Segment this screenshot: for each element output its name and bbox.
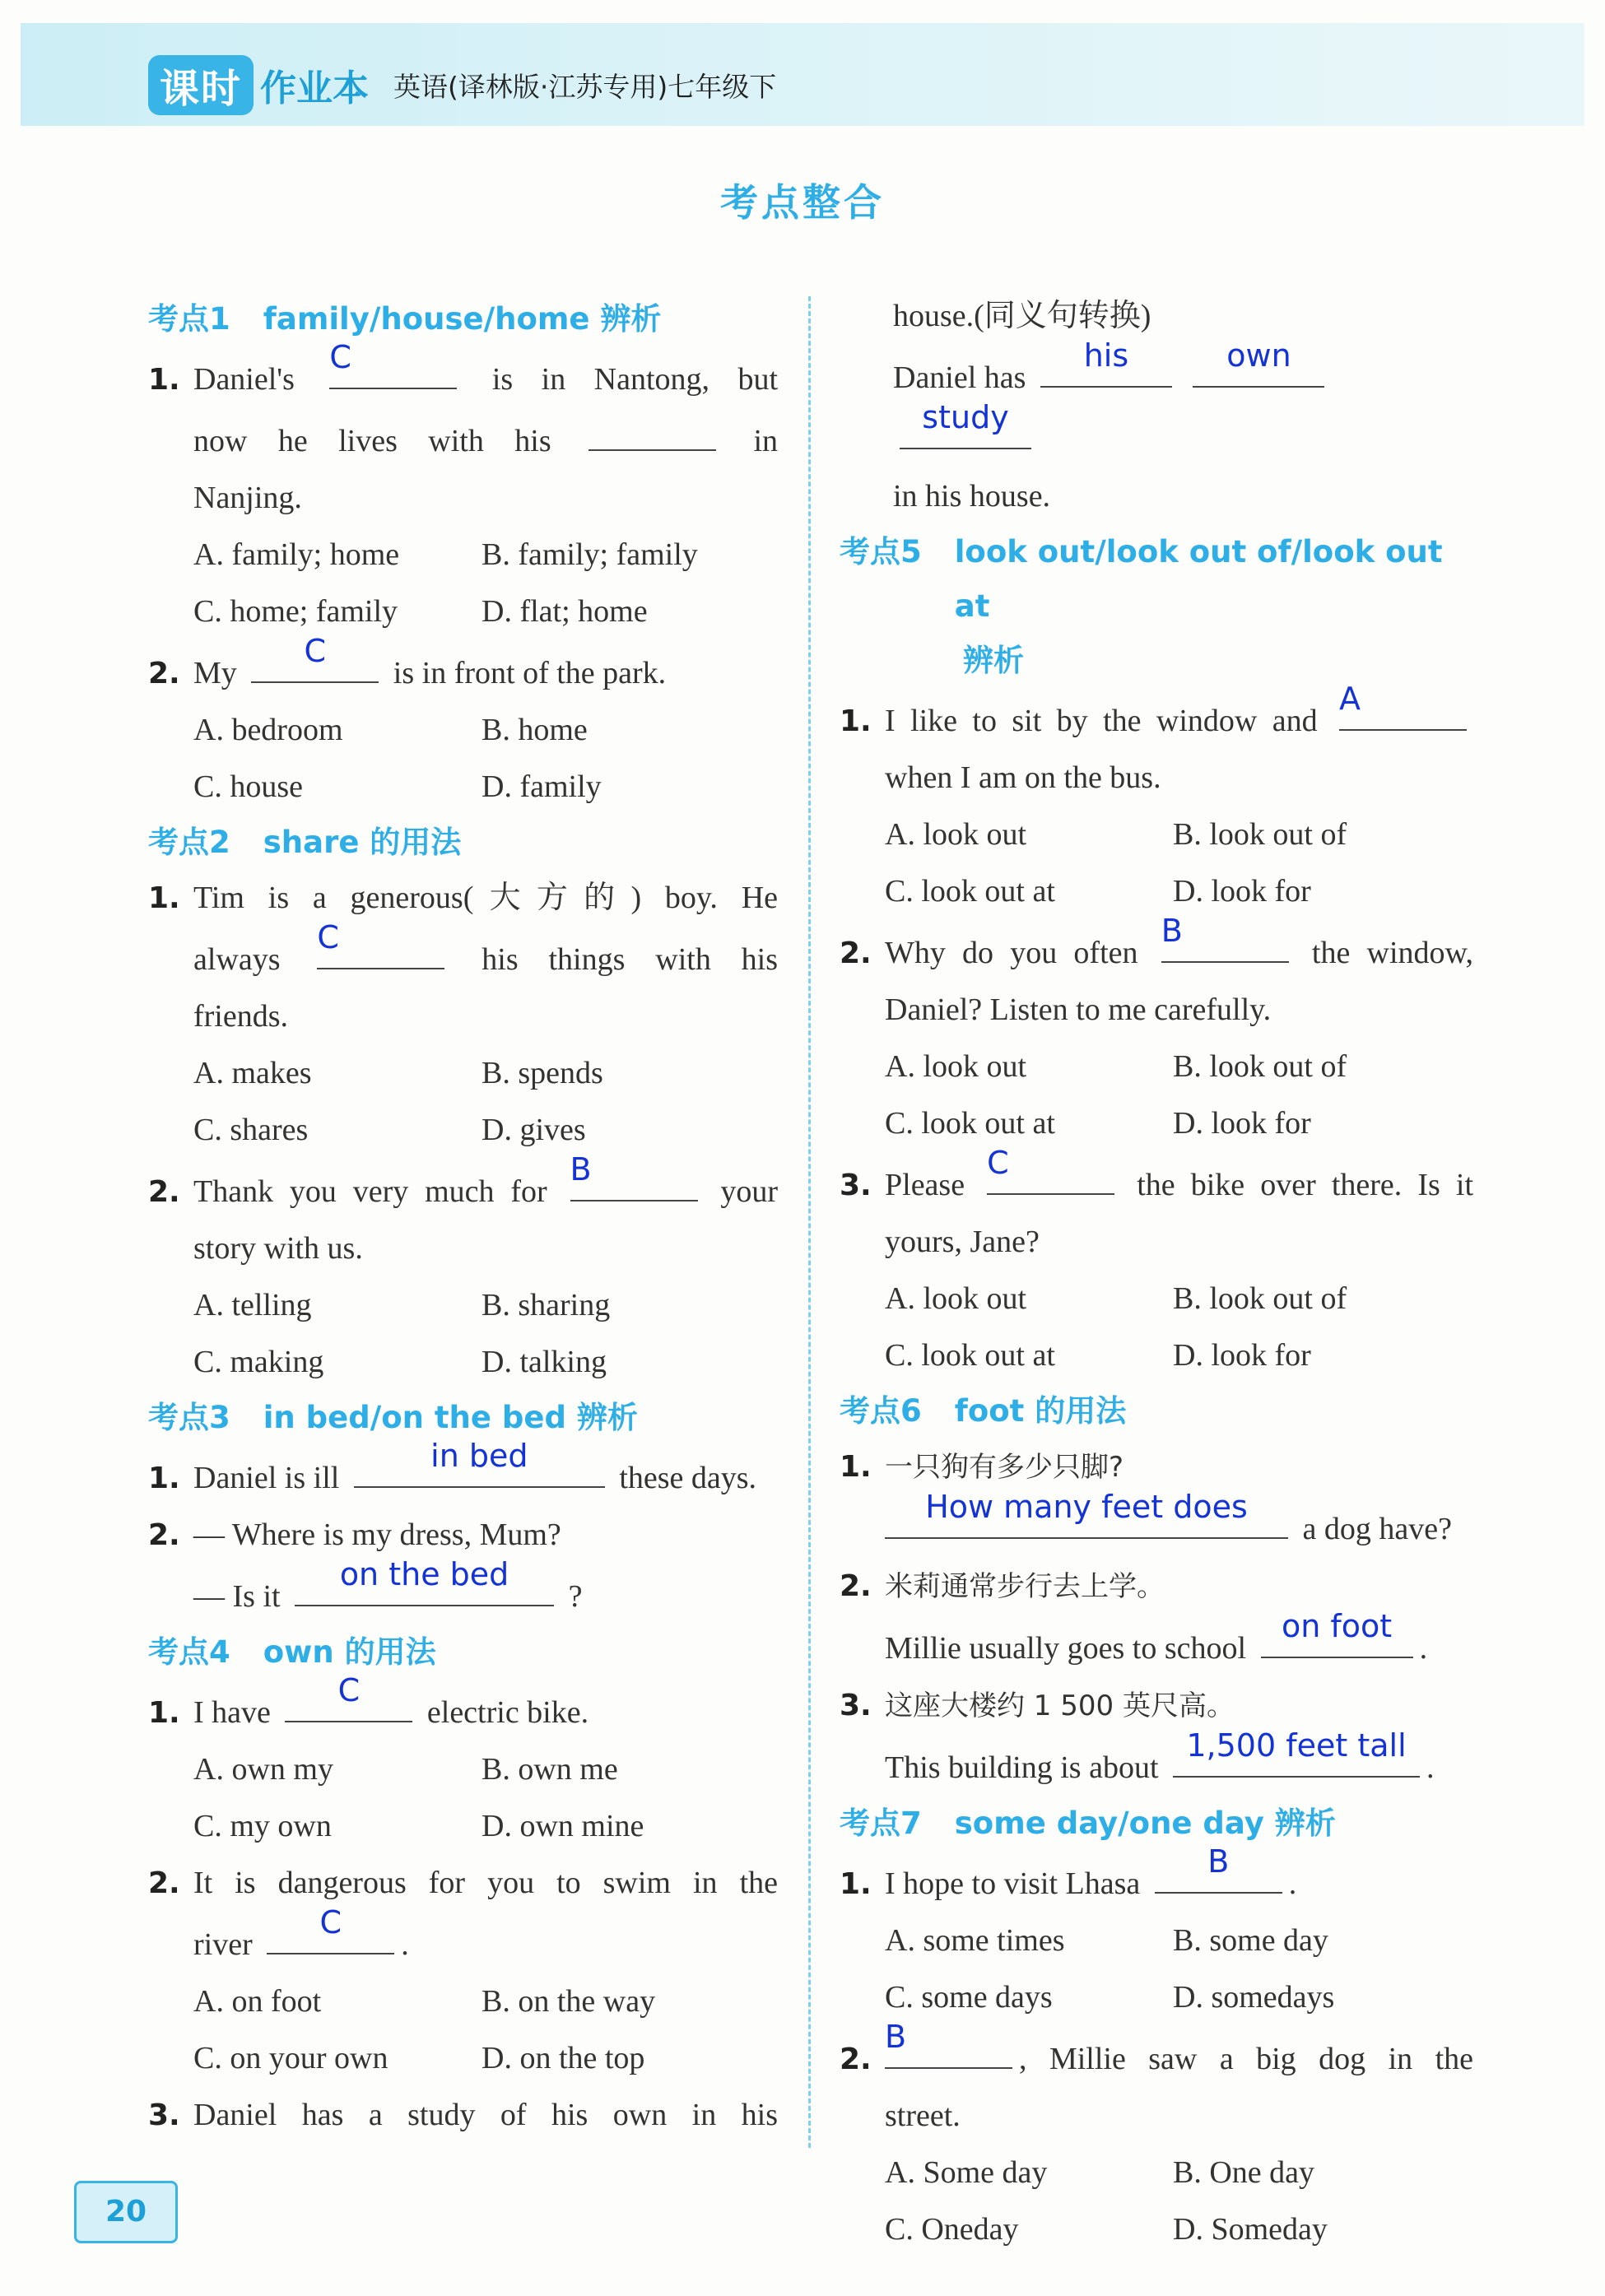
section-topic: share 的用法 [263,825,462,860]
answer-text: own [1226,337,1291,374]
option: B. One day [1173,2155,1315,2190]
question [148,339,779,527]
question-text: Thank you very much for [193,1174,547,1209]
options-row [840,2201,1473,2258]
option: B. spends [482,1056,603,1090]
section-topic: 辨析 [963,643,1024,678]
option: A. family; home [193,537,400,572]
question-text: yours, Jane? [885,1225,1040,1259]
options-row [148,2030,778,2087]
answer-blank[interactable] [1161,913,1289,963]
section-topic: family/house/home 辨析 [263,301,662,337]
question-text: your [720,1174,779,1209]
question-text: Daniel has [893,360,1026,395]
question-text: Nanjing. [193,481,302,515]
option: A. makes [193,1056,312,1090]
question-text: Please [885,1168,965,1202]
question-line [840,337,1473,468]
question-text: street. [885,2098,961,2133]
option: A. look out [885,817,1027,852]
question-text: now he lives with his [193,424,551,458]
question [148,1438,778,1507]
question-number: 1. [148,1696,180,1730]
question-text: 这座大楼约 1 500 英尺高。 [885,1689,1235,1722]
question-line [840,2019,1473,2088]
question [840,1558,1473,1677]
options-row [148,759,778,816]
question [148,870,778,1045]
section-number: 考点4 [148,1634,230,1670]
brand-logo: 课时 [148,55,254,115]
options-row [148,527,778,583]
answer-text: C [329,339,351,375]
answer-blank[interactable] [285,1672,412,1722]
option: B. family; family [482,537,698,572]
page-title: 考点整合 [720,180,885,225]
options-row [148,583,778,640]
answer-blank[interactable] [1339,681,1467,731]
option: B. some day [1173,1923,1328,1958]
options-row [840,863,1473,920]
book-subtitle: 英语(译林版·江苏专用)七年级下 [393,70,777,103]
answer-blank[interactable] [354,1438,605,1488]
question-text: friends. [193,999,289,1034]
option: D. on the top [482,2041,645,2075]
option: C. my own [193,1809,332,1843]
question-number: 2. [148,1175,180,1209]
options-row [148,1741,778,1798]
options-row [148,1334,778,1391]
section-number: 考点5 [840,534,922,569]
option: D. own mine [482,1809,644,1843]
answer-blank[interactable] [295,1556,554,1606]
question-text: 米莉通常步行去上学。 [885,1570,1165,1603]
answer-text: study [922,399,1009,435]
option: D. Someday [1173,2212,1328,2247]
section-number: 考点7 [840,1806,922,1841]
question-line [840,1489,1473,1558]
answer-blank[interactable] [987,1145,1114,1195]
question-line [840,1843,1473,1913]
question-number: 1. [148,363,180,397]
question [148,633,778,702]
question-line [840,1727,1473,1796]
question-text: a dog have? [1302,1512,1452,1546]
answer-text: his [1083,337,1129,374]
question [840,1438,1473,1558]
question-line [148,2087,778,2144]
question-text: ? [568,1579,583,1614]
option: C. making [193,1345,324,1379]
question-number: 2. [840,937,872,970]
question-number: 1. [840,1867,872,1901]
question [840,681,1473,806]
question-text: when I am on the bus. [885,760,1161,795]
answer-text: C [987,1145,1009,1181]
answer-text: B [885,2019,907,2055]
option: D. talking [482,1345,607,1379]
options-row [148,1045,778,1102]
question-text: the window, [1311,936,1474,970]
question [148,1151,779,1277]
section-number: 考点3 [148,1400,230,1435]
question-line [840,681,1473,750]
options-row [840,1913,1473,1969]
answer-blank[interactable] [1155,1843,1282,1894]
question-line [148,919,779,988]
option: C. look out at [885,1338,1055,1373]
answer-blank[interactable] [251,633,379,683]
question-line [148,633,778,702]
answer-text: B [570,1151,592,1188]
section-number: 考点2 [148,825,230,860]
answer-text: on foot [1281,1608,1393,1644]
question-text: Daniel is ill [193,1461,340,1495]
option: D. gives [482,1113,586,1147]
question-text: river [193,1927,253,1962]
question-text: his things with his [482,942,779,977]
section-title [148,816,778,870]
option: C. look out at [885,874,1055,909]
question-text: I have [193,1695,271,1730]
question-line [148,1904,778,1973]
section-topic: some day/one day 辨析 [954,1806,1336,1841]
answer-text: on the bed [339,1556,509,1592]
answer-text: in bed [430,1438,528,1474]
section-title [148,1625,778,1680]
page-number: 20 [74,2181,178,2243]
header-brand [148,48,776,122]
question-number: 1. [840,1450,872,1484]
option: D. family [482,769,602,804]
question-line [148,1855,778,1912]
answer-text: B [1161,913,1183,949]
answer-text: C [337,1672,361,1708]
options-row [148,1973,778,2030]
option: B. own me [482,1752,618,1787]
answer-blank[interactable] [317,919,444,969]
option: D. look for [1173,874,1311,909]
option: B. on the way [482,1984,656,2019]
question-text: in his house. [893,479,1051,514]
option: C. Oneday [885,2212,1019,2247]
question-number: 1. [148,1462,180,1495]
question [148,2087,778,2144]
question-line [148,1151,779,1220]
section-topic: in bed/on the bed 辨析 [263,1400,638,1435]
answer-blank[interactable] [329,339,457,389]
question [840,913,1474,1039]
option: D. somedays [1173,1980,1335,2015]
options-row [840,1271,1473,1327]
question-text: these days. [619,1461,757,1495]
question-text: 一只狗有多少只脚? [885,1451,1124,1484]
section-title [840,1384,1473,1438]
question [148,1672,778,1741]
option: B. home [482,713,588,747]
question-text: — Where is my dress, Mum? [193,1517,561,1552]
column-divider [808,296,811,2148]
question-text: I hope to visit Lhasa [885,1866,1141,1901]
question-text: It is dangerous for you to swim in the [193,1866,778,1900]
answer-text: C [304,633,327,669]
options-row [148,1277,778,1334]
question-continued [840,288,1473,525]
question-text: . [1288,1866,1297,1901]
question-number: 1. [148,881,180,915]
question [840,1145,1473,1271]
right-column [840,288,1473,2258]
question-line [840,913,1474,982]
answer-text: 1,500 feet tall [1186,1727,1407,1764]
question-text: . [1419,1631,1428,1666]
question-line [148,1556,778,1625]
answer-text: B [1207,1843,1230,1880]
question-number: 3. [840,1689,872,1722]
question-text: This building is about [885,1750,1159,1785]
option: A. look out [885,1281,1027,1316]
question-text: — Is it [193,1579,281,1614]
question [148,1507,778,1625]
options-row [148,702,778,759]
question-text: electric bike. [426,1695,589,1730]
option: C. some days [885,1980,1053,2015]
section-topic: own 的用法 [263,1634,436,1670]
option: D. look for [1173,1106,1311,1141]
answer-blank[interactable] [267,1904,394,1954]
question-number: 1. [840,704,872,738]
question-text: Daniel has a study of his own in his [193,2098,778,2132]
section-topic: look out/look out of/look out at [954,534,1443,624]
brand-name: 作业本 [260,67,370,109]
options-row [840,806,1473,863]
question-text: . [401,1927,409,1962]
answer-blank[interactable] [1193,337,1324,388]
question-number: 2. [148,1866,180,1900]
answer-blank[interactable] [1261,1608,1413,1658]
question [840,2019,1473,2145]
section-title [840,525,1473,634]
option: C. shares [193,1113,309,1147]
question-line [148,408,778,470]
option: C. on your own [193,2041,388,2075]
option: D. look for [1173,1338,1311,1373]
question-line [148,1438,778,1507]
question-text: house.(同义句转换) [893,299,1151,333]
options-row [148,1798,778,1855]
question-text: Why do you often [885,936,1138,970]
option: D. flat; home [482,594,648,629]
question [840,1677,1473,1796]
question-text: Daniel? Listen to me carefully. [885,992,1272,1027]
section-topic: foot 的用法 [954,1393,1127,1429]
question-text: I like to sit by the window and [885,704,1318,738]
option: A. Some day [885,2155,1048,2190]
question-line [148,870,778,927]
question-text: My [193,656,237,690]
answer-text: A [1339,681,1361,717]
option: B. look out of [1173,817,1347,852]
answer-blank[interactable] [1173,1727,1420,1778]
answer-text: C [319,1904,342,1940]
option: B. look out of [1173,1049,1347,1084]
question-text: . [1426,1750,1435,1785]
option: A. own my [193,1752,333,1787]
option: B. look out of [1173,1281,1347,1316]
option: A. on foot [193,1984,322,2019]
options-row [840,1039,1473,1095]
section-number: 考点1 [148,301,230,337]
answer-blank[interactable] [588,408,716,451]
question-text: in [753,424,779,458]
question-number: 2. [840,1569,872,1603]
option: B. sharing [482,1288,611,1322]
question-text: Daniel's [193,362,295,397]
question-line [840,1145,1473,1214]
options-row [840,1327,1473,1384]
question-number: 2. [148,1518,180,1552]
answer-text: C [317,919,339,955]
question-text: the bike over there. Is it [1137,1168,1473,1202]
option: C. home; family [193,594,398,629]
question-line [148,339,779,408]
question-text: story with us. [193,1231,363,1266]
question-number: 3. [840,1169,872,1202]
section-title [148,292,778,346]
answer-blank[interactable] [885,1489,1288,1539]
question-text: is in Nantong, but [491,362,779,397]
answer-blank[interactable] [885,2019,1012,2069]
option: C. house [193,769,303,804]
question-text: Millie usually goes to school [885,1631,1247,1666]
question [840,1843,1473,1913]
left-column [148,292,778,2144]
option: A. bedroom [193,713,343,747]
option: A. some times [885,1923,1065,1958]
options-row [840,1095,1473,1152]
question-text: Tim is a generous(大方的) boy. He [193,881,778,915]
option: A. look out [885,1049,1027,1084]
options-row [840,2145,1473,2201]
question-line [840,1608,1473,1677]
answer-blank[interactable] [570,1151,698,1201]
option: A. telling [193,1288,312,1322]
question [148,1855,778,1973]
answer-blank[interactable] [900,399,1031,449]
question-number: 2. [148,657,180,690]
question-text: is in front of the park. [393,656,667,690]
question-line [148,1672,778,1741]
answer-blank[interactable] [1040,337,1172,388]
section-number: 考点6 [840,1393,922,1429]
option: C. look out at [885,1106,1055,1141]
question-number: 2. [840,2043,872,2076]
answer-text: How many feet does [925,1489,1248,1525]
question-text: always [193,942,281,977]
question-number: 3. [148,2098,180,2132]
question-text: , Millie saw a big dog in the [1019,2042,1473,2076]
